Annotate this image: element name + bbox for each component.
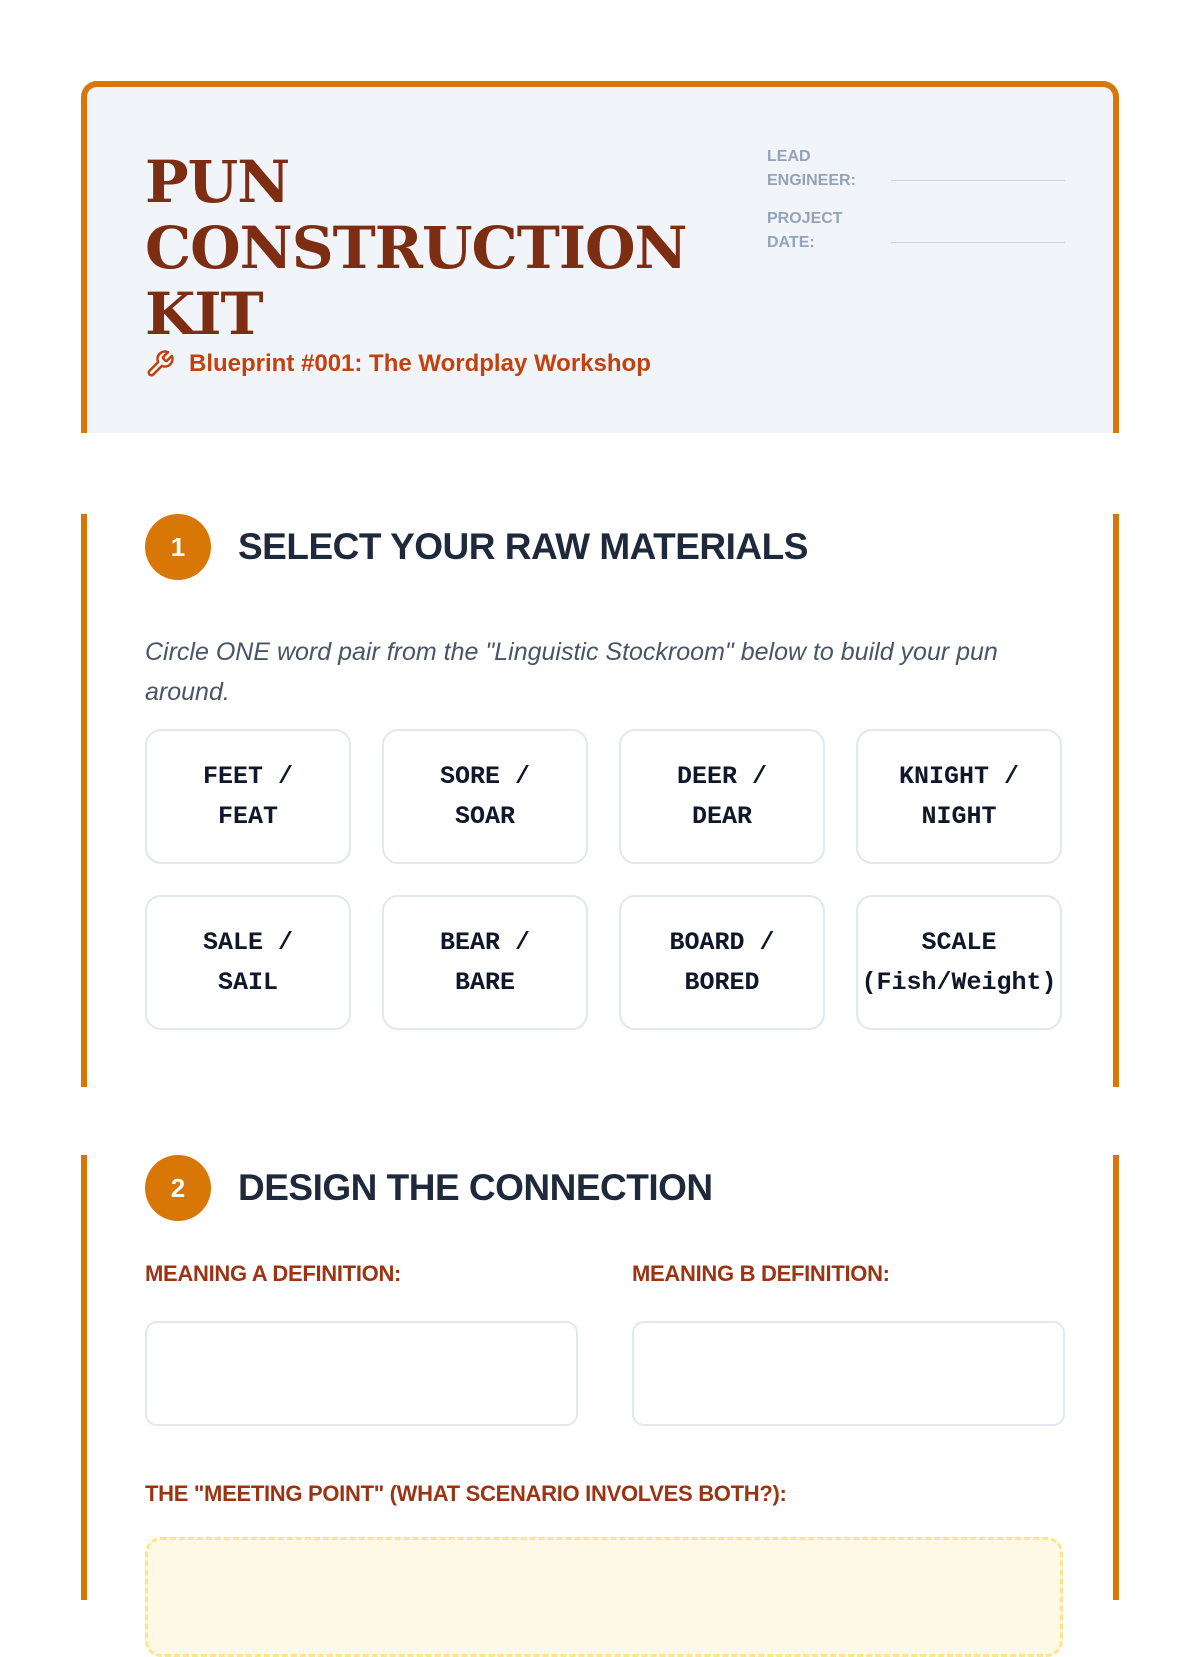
page-title: PUN CONSTRUCTION KIT [145, 148, 687, 348]
section-2-header [145, 1155, 713, 1221]
blueprint-subtitle [145, 349, 651, 379]
project-date-line[interactable] [891, 242, 1065, 243]
step-badge-1: 1 [145, 514, 211, 580]
material-card[interactable]: FEET / FEAT [145, 729, 351, 864]
project-date-label: PROJECT DATE: [767, 210, 843, 251]
section-1-instruction: Circle ONE word pair from the "Linguistic Stockroom" below to build your pun around. [145, 638, 998, 706]
material-card[interactable]: SCALE (Fish/Weight) [856, 895, 1062, 1030]
section-design-connection [81, 1155, 1119, 1600]
header-card [81, 81, 1119, 433]
section-2-title: DESIGN THE CONNECTION [238, 1167, 713, 1208]
meeting-point-label: THE "MEETING POINT" (WHAT SCENARIO INVOLVES BOTH?): [145, 1481, 787, 1506]
section-1-header [145, 514, 808, 580]
step-badge-2: 2 [145, 1155, 211, 1221]
wrench-icon [145, 349, 175, 379]
meaning-b-field[interactable] [632, 1321, 1065, 1426]
material-card[interactable]: SORE / SOAR [382, 729, 588, 864]
section-raw-materials [81, 514, 1119, 1087]
linguistic-stockroom [145, 729, 1063, 1030]
meaning-a-field[interactable] [145, 1321, 578, 1426]
meaning-a-label: MEANING A DEFINITION: [145, 1261, 402, 1286]
material-card[interactable]: KNIGHT / NIGHT [856, 729, 1062, 864]
lead-engineer-label: LEAD ENGINEER: [767, 148, 856, 189]
subtitle-text: Blueprint #001: The Wordplay Workshop [189, 350, 651, 377]
lead-engineer-field [767, 145, 1065, 193]
material-card[interactable]: BEAR / BARE [382, 895, 588, 1030]
material-card[interactable]: BOARD / BORED [619, 895, 825, 1030]
project-date-field [767, 207, 1065, 255]
material-card[interactable]: DEER / DEAR [619, 729, 825, 864]
meeting-point-field[interactable] [145, 1537, 1063, 1657]
meaning-b-label: MEANING B DEFINITION: [632, 1261, 890, 1286]
section-1-title: SELECT YOUR RAW MATERIALS [238, 526, 808, 567]
lead-engineer-line[interactable] [891, 180, 1065, 181]
material-card[interactable]: SALE / SAIL [145, 895, 351, 1030]
